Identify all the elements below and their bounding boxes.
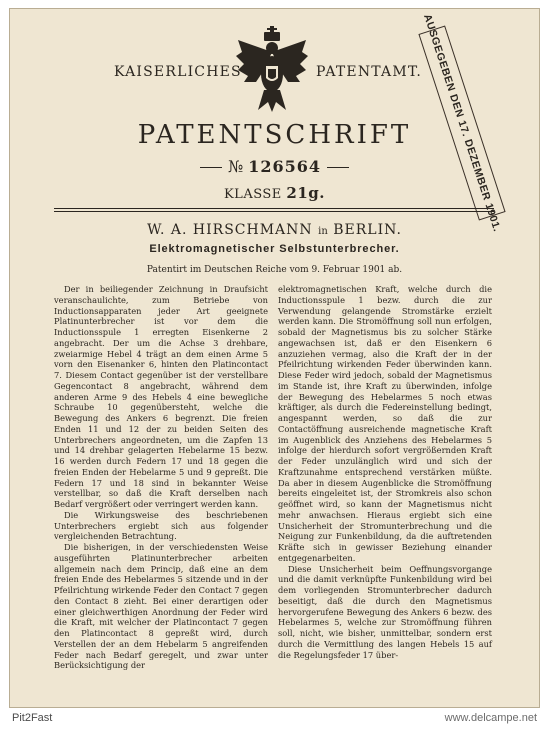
body-paragraph: Diese Unsicherheit beim Oeffnungsvorgange und die damit verknüpfte Funkenbildung wird bei dem vorliegenden Stromunterbrecher dadurch beseitigt, daß die durch den Magnetismus hervorgerufene Bewegung des Ankers 6 bezw. des Hebelarmes 5, welche zur Stromöffnung führen soll, nicht, wie bisher, unmittelbar, sondern erst durch die Vermittlung des langen Hebels 15 auf die Regelungsfeder 17 über- bbox=[278, 563, 492, 660]
divider-rule bbox=[54, 208, 494, 209]
site-watermark: www.delcampe.net bbox=[444, 712, 537, 724]
klasse-value: 21g. bbox=[286, 184, 326, 202]
inventor-conj: in bbox=[318, 226, 328, 237]
patent-date-line: Patentirt im Deutschen Reiche vom 9. Februar 1901 ab. bbox=[146, 265, 403, 275]
header-right: PATENTAMT. bbox=[316, 64, 423, 80]
body-column-right bbox=[278, 284, 492, 660]
inventor-city: BERLIN. bbox=[333, 222, 402, 238]
body-paragraph: Die Wirkungsweise des beschriebenen Unterbrechers ergiebt sich aus folgender vergleichenden Betrachtung. bbox=[54, 509, 268, 542]
inventor-line bbox=[0, 222, 549, 238]
patent-number bbox=[0, 157, 549, 176]
inventor-name: W. A. HIRSCHMANN bbox=[147, 222, 313, 238]
number-dash-left bbox=[200, 167, 222, 168]
seller-watermark: Pit2Fast bbox=[12, 712, 53, 724]
issue-date-text: AUSGEGEBEN DEN 17. DEZEMBER 1901. bbox=[421, 12, 503, 234]
body-paragraph: elektromagnetischen Kraft, welche durch die Inductionsspule 1 bezw. durch die zur Verwendung gelangende Stromstärke erzielt werden kann. Die Stromöffnung soll nun erfolgen, sobald der Magnetismus bis zu solcher Stärke angewachsen ist, daß er den Eisenkern 6 anzuziehen vermag, also die Kraft der in der Pfeilrichtung wirkenden Feder überwinden kann. Diese Feder wird jedoch, sobald der Magnetismus im Stande ist, ihre Kraft zu überwinden, infolge der Bewegung des Hebelarmes 5 noch etwas kräftiger, als durch die Federeinstellung bedingt, angespannt werden, so daß die zur Contactöffnung ausreichende magnetische Kraft im Augenblick des Anziehens des Hebelarmes 5 infolge der hierdurch sofort vergrößernden Kraft der Feder unzulänglich wird und sich der Kraftzunahme entsprechend verstärken müßte. Da aber in diesem Augenblicke die Stromöffnung bereits eingeleitet ist, der Stromkreis also schon geöffnet wird, so kann der Magnetismus nicht mehr anwachsen. Hieraus ergiebt sich eine Unsicherheit der Stromunterbrechung und die Neigung zur Funkenbildung, da die auftretenden Kräfte sich in gewisser Beziehung einander entgegenarbeiten. bbox=[278, 284, 492, 563]
number-dash-right bbox=[327, 167, 349, 168]
klasse-label: KLASSE bbox=[223, 187, 282, 202]
invention-title: Elektromagnetischer Selbstunterbrecher. bbox=[149, 243, 400, 255]
patent-class bbox=[0, 184, 549, 202]
body-paragraph: Der in beiliegender Zeichnung in Draufsicht veranschaulichte, zum Betriebe von Inductionsapparaten jeder Art geeignete Platinunterbrecher ist vor dem die Inductionsspule 1 erregten Eisenkerne 2 angebracht. Der um die Achse 3 drehbare, zweiarmige Hebel 4 trägt an dem einen Arme 5 vorn den Eisenanker 6, hinten den Platincontact 7. Diesem Contact gegenüber ist der verstellbare Gegencontact 8 angebracht, während dem anderen Arme 9 des Hebels 4 eine bewegliche Schraube 10 gegenübersteht, welche die Bewegung des Ankers 6 begrenzt. Die freien Enden 11 und 12 der zu beiden Seiten des Unterbrechers angeordneten, um die Zapfen 13 und 14 drehbar gelagerten Hebelarme 15 bezw. 16 werden durch Federn 17 und 18 gegen die freien Enden der Hebelarme 5 und 9 gepreßt. Die Federn 17 und 18 sind in bekannter Weise verstellbar, so daß die Kraft derselben nach Bedarf vergrößert oder verringert werden kann. bbox=[54, 284, 268, 509]
header-left: KAISERLICHES bbox=[114, 64, 242, 80]
number-prefix: № bbox=[227, 157, 244, 176]
body-paragraph: Die bisherigen, in der verschiedensten Weise ausgeführten Platinunterbrecher arbeiten allgemein nach dem Princip, daß eine an dem freien Ende des Hebelarmes 5 sitzende und in der Pfeilrichtung wirkende Feder den Contact 7 gegen den Contact 8 zieht. Bei einer derartigen oder einer gleichwerthigen Anordnung der Feder wird die Kraft, mit welcher der Platincontact 7 gegen den Platincontact 8 gepreßt wird, durch Verstellen der an dem Hebelarm 5 angreifenden Feder nach Bedarf geregelt, und zwar unter Berücksichtigung der bbox=[54, 542, 268, 671]
number-value: 126564 bbox=[248, 157, 322, 176]
imperial-eagle-icon bbox=[234, 26, 310, 114]
body-column-left bbox=[54, 284, 268, 671]
document-title: PATENTSCHRIFT bbox=[137, 120, 412, 150]
divider-rule-thin bbox=[54, 211, 494, 212]
